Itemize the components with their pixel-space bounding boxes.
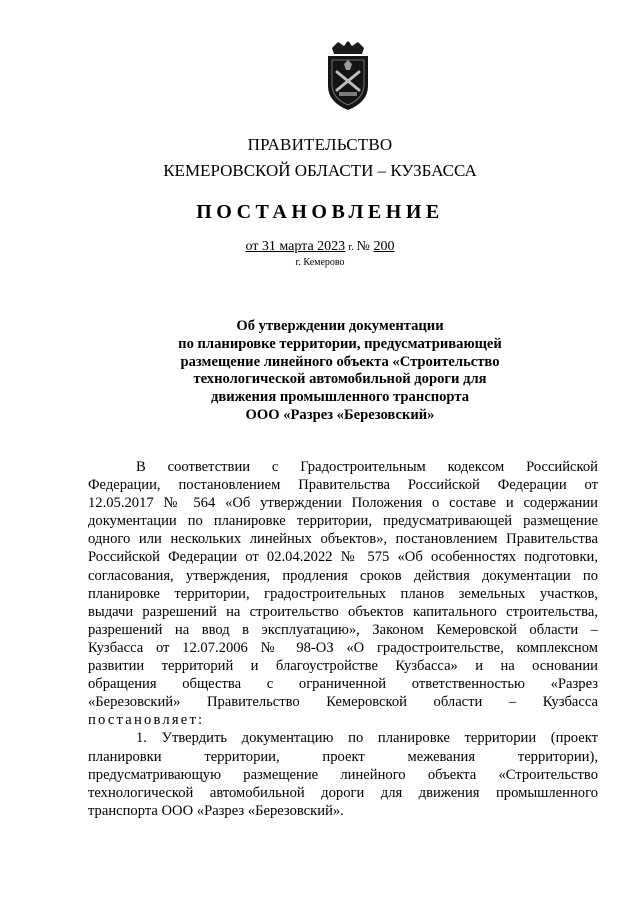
preamble-line: Федерации, постановлением Правительства Российской Федерации от <box>88 477 598 494</box>
coat-of-arms-emblem <box>322 40 374 112</box>
decree-body <box>88 458 598 820</box>
item1-line: предусматривающую размещение линейного объекта «Строительство <box>88 766 598 783</box>
title-line: размещение линейного объекта «Строительство <box>180 353 500 370</box>
document-type: ПОСТАНОВЛЕНИЕ <box>196 201 444 223</box>
preamble-line: выдачи разрешений на строительство объектов капитального строительства, <box>88 603 598 620</box>
preamble-line: разрешений на ввод в эксплуатацию», Законом Кемеровской области – <box>88 621 598 638</box>
preamble-line: Российской Федерации от 02.04.2022 № 575 «Об особенностях подготовки, <box>88 549 598 566</box>
decree-title <box>120 318 560 425</box>
government-title-line1: ПРАВИТЕЛЬСТВО <box>247 135 393 154</box>
item1-line: 1. Утвердить документацию по планировке территории (проект <box>136 730 598 747</box>
preamble-line: планировке территории, градостроительных планов земельных участков, <box>88 585 598 602</box>
resolves-word: постановляет: <box>88 712 205 729</box>
number-sign: № <box>356 239 371 254</box>
title-line: ООО «Разрез «Березовский» <box>245 406 435 423</box>
preamble-line: В соответствии с Градостроительным кодексом Российской <box>136 459 598 475</box>
title-line: движения промышленного транспорта <box>210 389 469 406</box>
title-line: по планировке территории, предусматривающей <box>178 335 502 352</box>
government-title-line2: КЕМЕРОВСКОЙ ОБЛАСТИ – КУЗБАССА <box>163 161 477 180</box>
item1-line: транспорта ООО «Разрез «Березовский». <box>88 802 344 819</box>
preamble-line: 12.05.2017 № 564 «Об утверждении Положения о составе и содержании <box>88 495 598 512</box>
preamble-line: развитии территорий и благоустройстве Кузбасса» и на основании <box>88 658 598 675</box>
preamble-line: «Березовский» Правительство Кемеровской области – Кузбасса <box>88 694 598 711</box>
item1-line: планировки территории, проект межевания территории), <box>88 748 598 765</box>
preamble-line: одного или нескольких линейных объектов», постановлением Правительства <box>88 531 598 548</box>
preamble-line: обращения общества с ограниченной ответственностью «Разрез <box>88 676 598 693</box>
date-number-line <box>0 238 640 257</box>
decree-number: 200 <box>373 239 395 254</box>
decree-date: от 31 марта 2023 <box>245 239 346 254</box>
title-line: Об утверждении документации <box>236 318 444 334</box>
preamble-line: согласования, утверждения, продления сроков действия документации по <box>88 567 598 584</box>
preamble-line: документации по планировке территории, предусматривающей размещение <box>88 513 598 530</box>
preamble-line: Кузбасса от 12.07.2006 № 98-ОЗ «О градостроительстве, комплексном <box>88 639 598 656</box>
title-line: технологической автомобильной дороги для <box>193 371 487 388</box>
year-abbreviation: г. <box>348 242 354 253</box>
item1-line: технологической автомобильной дороги для движения промышленного <box>88 784 598 801</box>
issue-city: г. Кемерово <box>295 257 345 268</box>
